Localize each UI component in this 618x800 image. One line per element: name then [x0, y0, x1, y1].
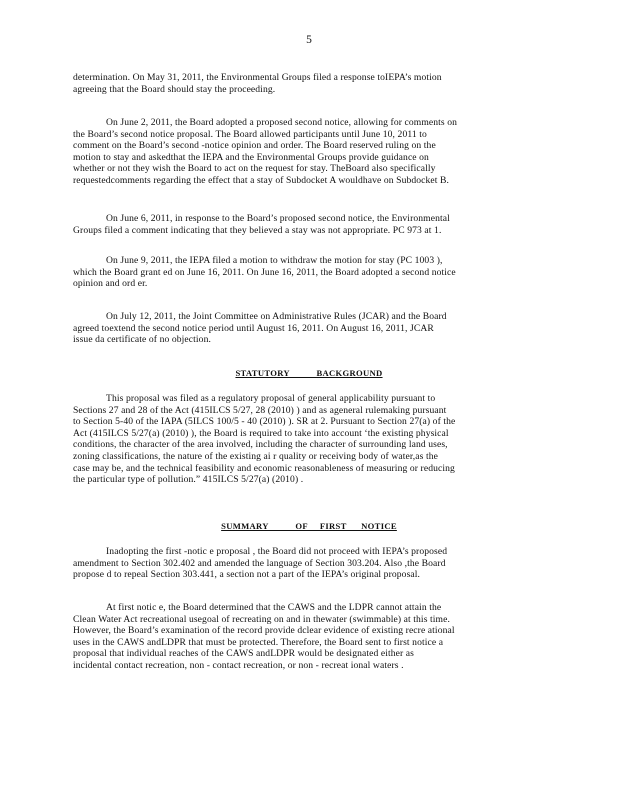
text-line: Sections 27 and 28 of the Act (415ILCS 5/27, 28 (2010) ) and as ageneral rulemaking pursuant [73, 404, 447, 416]
text-line: agreeing that the Board should stay the proceeding. [73, 83, 276, 95]
paragraph-8 [73, 602, 541, 672]
text-line: At first notic e, the Board determined that the CAWS and the LDPR cannot attain the [106, 602, 442, 613]
text-line: zoning classifications, the nature of the existing ai r quality or receiving body of water,as the [73, 450, 438, 462]
paragraph-3 [73, 213, 541, 236]
text-line: agreed toextend the second notice period until August 16, 2011. On August 16, 2011, JCAR [73, 322, 434, 334]
text-line: propose d to repeal Section 303.441, a section not a part of the IEPA’s original proposal. [73, 569, 421, 581]
text-line: On June 6, 2011, in response to the Board’s proposed second notice, the Environmental [106, 213, 450, 224]
paragraph-2 [73, 117, 541, 187]
paragraph-6 [73, 393, 541, 486]
paragraph-5 [73, 311, 541, 346]
text-line: On July 12, 2011, the Joint Committee on Administrative Rules (JCAR) and the Board [106, 311, 447, 322]
text-line: On June 9, 2011, the IEPA filed a motion to withdraw the motion for stay (PC 1003 ), [106, 255, 443, 266]
text-line: However, the Board’s examination of the record provide dclear evidence of existing recre ational [73, 625, 455, 637]
text-line: case may be, and the technical feasibility and economic reasonableness of measuring or reducing [73, 462, 455, 474]
text-line: issue da certificate of no objection. [73, 334, 211, 346]
text-line: Act (415ILCS 5/27(a) (2010) ), the Board is required to take into account ‘the existing physical [73, 427, 449, 439]
text-line: Clean Water Act recreational usegoal of recreating on and in thewater (swimmable) at this time. [73, 613, 450, 625]
section-heading: SUMMARY OF FIRST NOTICE [221, 521, 397, 531]
text-line: This proposal was filed as a regulatory proposal of general applicability pursuant to [106, 393, 436, 404]
text-line: determination. On May 31, 2011, the Environmental Groups filed a response toIEPA’s motion [73, 72, 442, 83]
text-line: incidental contact recreation, non - contact recreation, or non - recreat ional waters . [73, 659, 404, 671]
paragraph-4 [73, 255, 541, 290]
paragraph-1 [73, 72, 541, 95]
text-line: comment on the Board’s second -notice opinion and order. The Board reserved ruling on the [73, 140, 436, 152]
page-number: 5 [306, 34, 312, 46]
text-line: proposal that individual reaches of the CAWS andLDPR would be designated either as [73, 648, 415, 660]
text-line: requestedcomments regarding the effect that a stay of Subdocket A wouldhave on Subdocket B. [73, 174, 450, 186]
text-line: opinion and ord er. [73, 278, 148, 290]
text-line: amendment to Section 302.402 and amended the language of Section 303.204. Also ,the Board [73, 557, 446, 569]
text-line: Inadopting the first -notic e proposal , the Board did not proceed with IEPA’s proposed [106, 546, 448, 557]
text-line: the particular type of pollution.” 415ILCS 5/27(a) (2010) . [73, 474, 304, 486]
text-line: uses in the CAWS andLDPR that must be protected. Therefore, the Board sent to first notice a [73, 636, 444, 648]
text-line: conditions, the character of the area involved, including the character of surrounding land uses, [73, 439, 448, 451]
text-line: to Section 5-40 of the IAPA (5ILCS 100/5 - 40 (2010) ). SR at 2. Pursuant to Section 27(a) of the [73, 416, 456, 428]
text-line: whether or not they wish the Board to act on the request for stay. TheBoard also specifically [73, 163, 436, 175]
paragraph-7 [73, 546, 541, 581]
text-line: motion to stay and askedthat the IEPA and the Environmental Groups provide guidance on [73, 151, 429, 163]
text-line: the Board’s second notice proposal. The Board allowed participants until June 10, 2011 to [73, 128, 427, 140]
text-line: On June 2, 2011, the Board adopted a proposed second notice, allowing for comments on [106, 117, 458, 128]
text-line: Groups filed a comment indicating that they believed a stay was not appropriate. PC 973 at 1. [73, 224, 442, 236]
section-heading: STATUTORY BACKGROUND [235, 368, 383, 378]
text-line: which the Board grant ed on June 16, 2011. On June 16, 2011, the Board adopted a second notice [73, 266, 456, 278]
